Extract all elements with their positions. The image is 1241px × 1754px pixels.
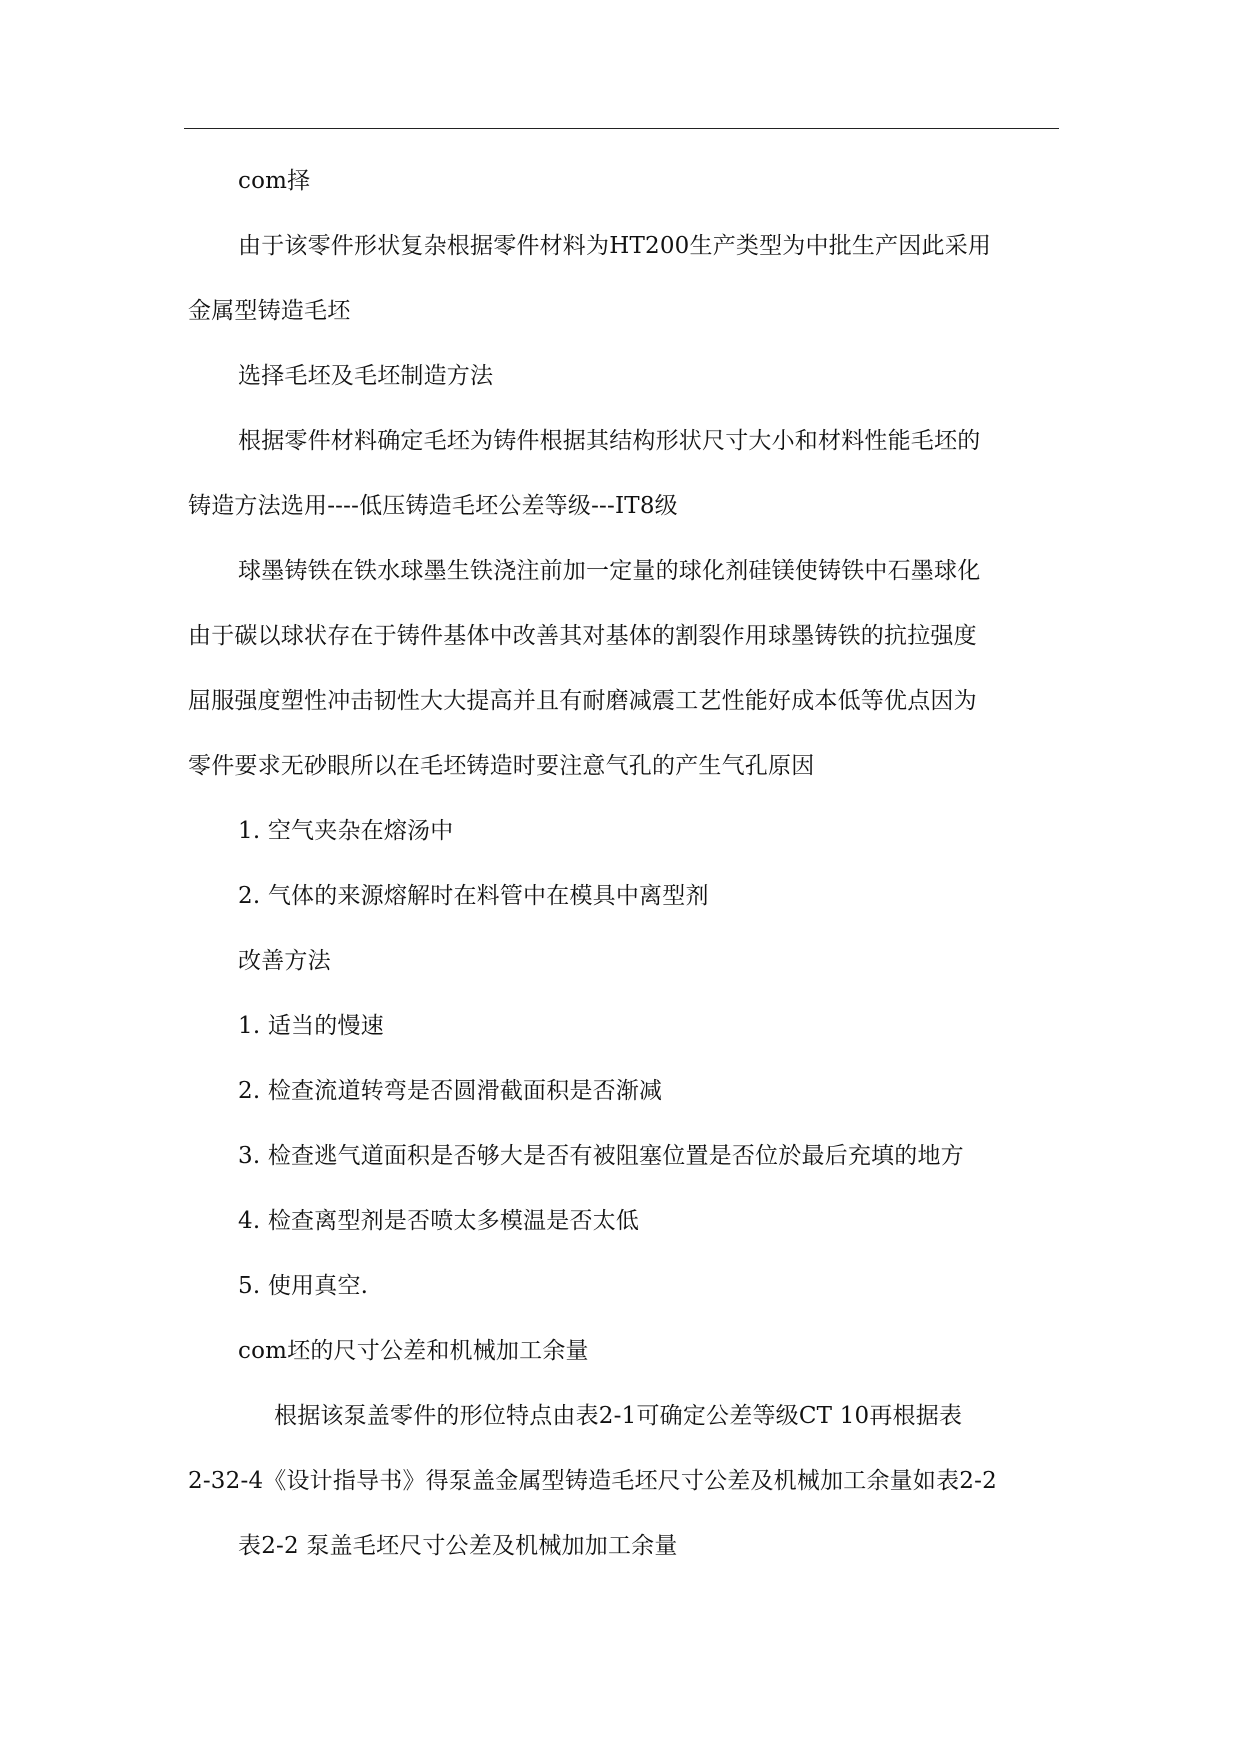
paragraph-line: 根据该泵盖零件的形位特点由表2-1可确定公差等级CT 10再根据表 [274, 1403, 963, 1429]
paragraph-line: 根据零件材料确定毛坯为铸件根据其结构形状尺寸大小和材料性能毛坯的 [238, 428, 981, 454]
paragraph-line: 金属型铸造毛坯 [188, 298, 351, 324]
list-item: 5. 使用真空. [238, 1273, 369, 1299]
paragraph-line: 铸造方法选用----低压铸造毛坯公差等级---IT8级 [188, 493, 678, 519]
section-heading-improvement: 改善方法 [238, 948, 331, 974]
section-heading-material-selection: com择 [238, 168, 311, 194]
paragraph-line: 球墨铸铁在铁水球墨生铁浇注前加一定量的球化剂硅镁使铸铁中石墨球化 [238, 558, 981, 584]
list-item: 1. 空气夹杂在熔汤中 [238, 818, 454, 844]
list-item: 2. 检查流道转弯是否圆滑截面积是否渐减 [238, 1078, 663, 1104]
header-rule [184, 128, 1059, 129]
section-heading-tolerance: com坯的尺寸公差和机械加工余量 [238, 1338, 589, 1364]
list-item: 2. 气体的来源熔解时在料管中在模具中离型剂 [238, 883, 709, 909]
section-heading-blank-method: 选择毛坯及毛坯制造方法 [238, 363, 494, 389]
list-item: 1. 适当的慢速 [238, 1013, 384, 1039]
paragraph-line: 由于该零件形状复杂根据零件材料为HT200生产类型为中批生产因此采用 [238, 233, 992, 259]
list-item: 3. 检查逃气道面积是否够大是否有被阻塞位置是否位於最后充填的地方 [238, 1143, 964, 1169]
paragraph-line: 屈服强度塑性冲击韧性大大提高并且有耐磨减震工艺性能好成本低等优点因为 [188, 688, 977, 714]
paragraph-line: 2-32-4《设计指导书》得泵盖金属型铸造毛坯尺寸公差及机械加工余量如表2-2 [188, 1468, 997, 1494]
list-item: 4. 检查离型剂是否喷太多模温是否太低 [238, 1208, 640, 1234]
paragraph-line: 零件要求无砂眼所以在毛坯铸造时要注意气孔的产生气孔原因 [188, 753, 815, 779]
paragraph-line: 由于碳以球状存在于铸件基体中改善其对基体的割裂作用球墨铸铁的抗拉强度 [188, 623, 977, 649]
table-caption: 表2-2 泵盖毛坯尺寸公差及机械加加工余量 [238, 1533, 678, 1559]
